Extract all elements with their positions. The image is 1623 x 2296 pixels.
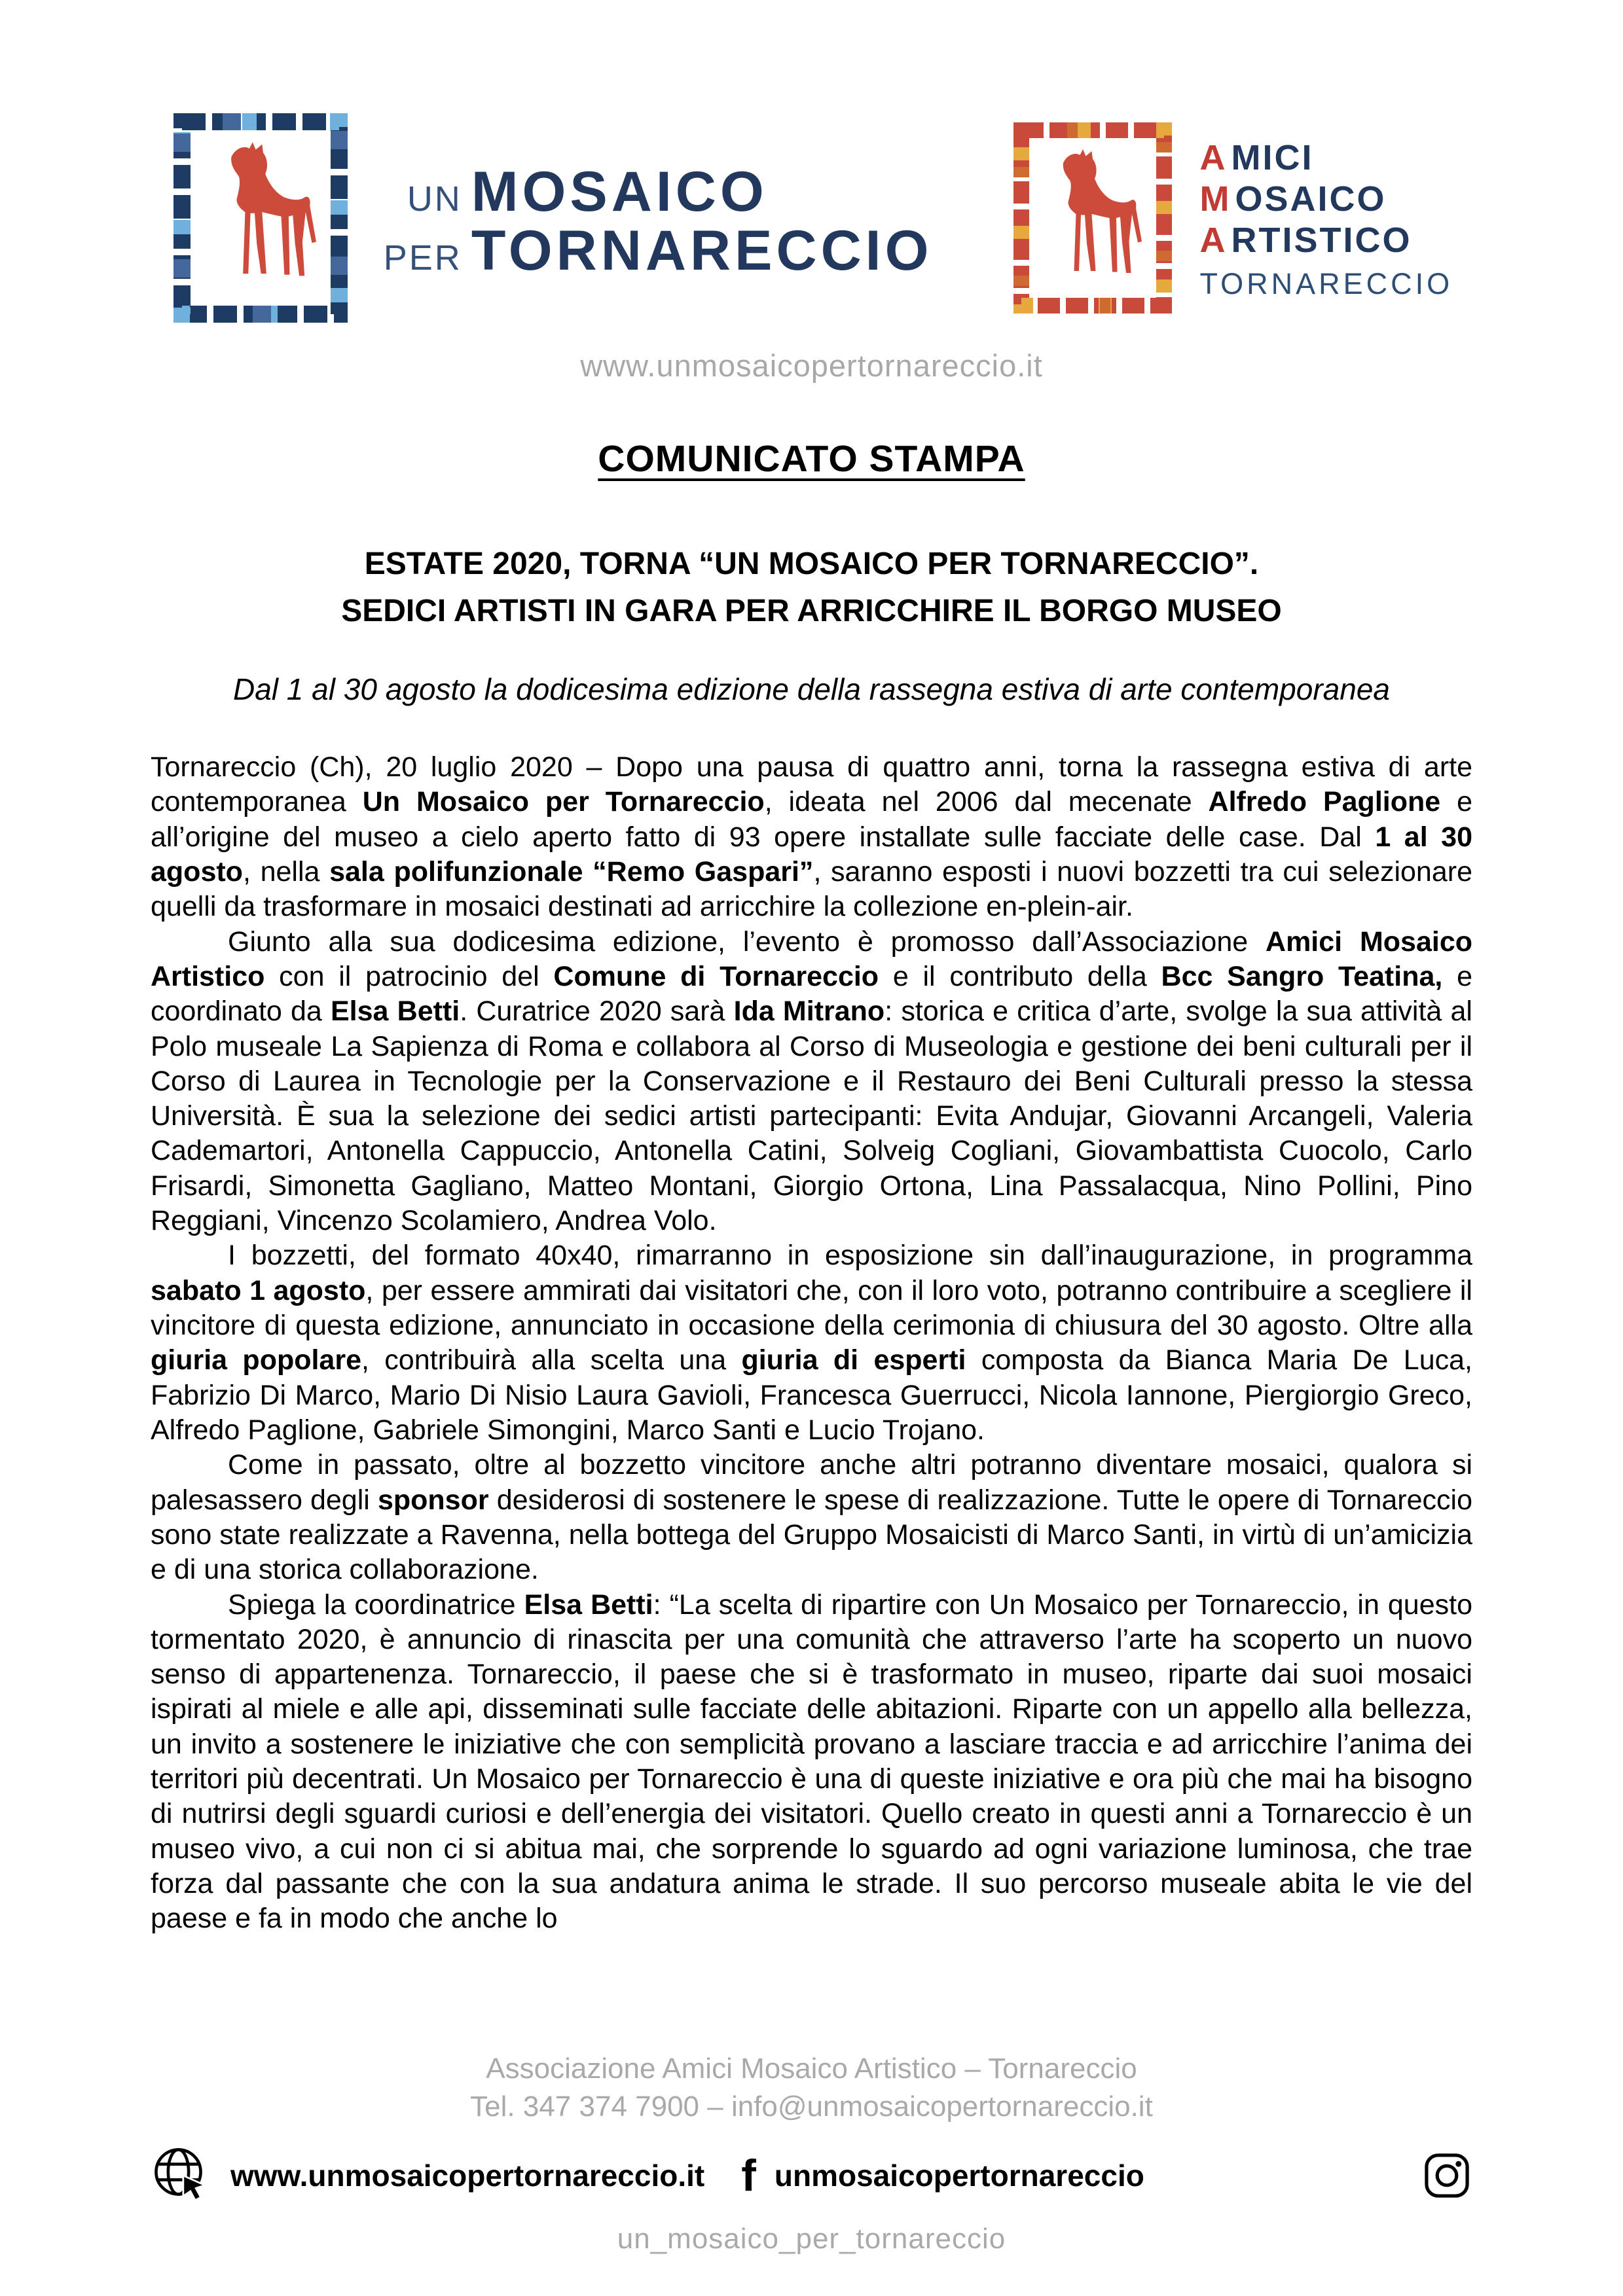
logo-word-tornareccio: TORNARECCIO [471,219,933,282]
logo-left-wordmark [378,160,933,282]
header [0,0,1623,384]
logo-word-mosaico: MOSAICO [471,160,768,223]
subtitle-italic: Dal 1 al 30 agosto la dodicesima edizione della rassegna estiva di arte contemporanea [233,672,1390,706]
footer [0,2050,1623,2255]
logo-initial: A [1199,138,1228,178]
logo-rest: RTISTICO [1231,220,1412,260]
mosaic-horse-blue-icon [170,110,351,329]
headline [151,541,1472,635]
footer-contact[interactable]: Tel. 347 374 7900 – info@unmosaicopertornareccio.it [470,2090,1153,2123]
footer-facebook-link[interactable]: unmosaicopertornareccio [774,2159,1144,2193]
red-horse-icon [231,142,316,276]
red-horse-icon [1063,149,1142,273]
footer-website-link[interactable]: www.unmosaicopertornareccio.it [230,2159,705,2193]
logo-rest: OSAICO [1235,179,1387,219]
mosaic-horse-warm-icon [1011,120,1175,319]
logo-word-un: UN [407,179,462,219]
press-release-body [151,437,1472,1937]
paragraph: Come in passato, oltre al bozzetto vincitore anche altri potranno diventare mosaici, qualora si palesassero degli sponsor desiderosi di sostenere le spese di realizzazione. Tutte le opere di Tornareccio sono state realizzate a Ravenna, nella bottega del Gruppo Mosaicisti di Marco Santi, in virtù di un’amicizia e di una storica collaborazione. [151,1449,1473,1586]
paragraph: I bozzetti, del formato 40x40, rimarranno in esposizione sin dall’inaugurazione, in programma sabato 1 agosto, per essere ammirati dai visitatori che, con il loro voto, potranno contribuire a scegliere il vincitore di questa edizione, annunciato in occasione della cerimonia di chiusura del 30 agosto. Oltre alla giuria popolare, contribuirà alla scelta una giuria di esperti composta da Bianca Maria De Luca, Fabrizio Di Marco, Mario Di Nisio Laura Gavioli, Francesca Guerrucci, Nicola Iannone, Piergiorgio Greco, Alfredo Paglione, Gabriele Simongini, Marco Santi e Lucio Trojano. [151,1240,1472,1446]
logo-initial: M [1199,179,1231,219]
instagram-icon[interactable] [1423,2151,1471,2200]
body-paragraphs [151,750,1472,1937]
logo-un-mosaico-per-tornareccio [170,110,933,329]
globe-cursor-icon [152,2145,212,2206]
logo-row [0,0,1623,329]
logo-right-wordmark [1199,137,1453,301]
paragraph: Spiega la coordinatrice Elsa Betti: “La scelta di ripartire con Un Mosaico per Tornareccio, in questo tormentato 2020, è annuncio di rinascita per una comunità che attraverso l’arte ha scoperto un nuovo senso di appartenenza. Tornareccio, il paese che si è trasformato in museo, riparte dai suoi mosaici ispirati al miele e alle api, disseminati sulle facciate delle abitazioni. Riparte con un appello alla bellezza, un invito a sostenere le iniziative che con semplicità provano a lasciare traccia e ad arricchire l’anima dei territori più decentrati. Un Mosaico per Tornareccio è una di queste iniziative e ora più che mai ha bisogno di nutrirsi degli sguardi curiosi e dell’energia dei visitatori. Quello creato in questi anni a Tornareccio è un museo vivo, a cui non ci si abitua mai, che sorprende lo sguardo ad ogni variazione luminosa, che trae forza dal passante che con la sua andatura anima le strade. Il suo percorso museale abita le vie del paese e fa in modo che anche lo [151,1588,1472,1935]
paragraph: Giunto alla sua dodicesima edizione, l’evento è promosso dall’Associazione Amici Mosaico Artistico con il patrocinio del Comune di Tornareccio e il contributo della Bcc Sangro Teatina, e coordinato da Elsa Betti. Curatrice 2020 sarà Ida Mitrano: storica e critica d’arte, svolge la sua attività al Polo museale La Sapienza di Roma e collabora al Corso di Museologia e gestione dei beni culturali per il Corso di Laurea in Tecnologie per la Conservazione e il Restauro dei Beni Culturali presso la stessa Università. È sua la selezione dei sedici artisti partecipanti: Evita Andujar, Giovanni Arcangeli, Valeria Cademartori, Antonella Cappuccio, Antonella Catini, Solveig Cogliani, Giovambattista Cuocolo, Carlo Frisardi, Simonetta Gagliano, Matteo Montani, Giorgio Ortona, Lina Passalacqua, Nino Pollini, Pino Reggiani, Vincenzo Scolamiero, Andrea Volo. [151,925,1473,1237]
logo-rest: MICI [1231,138,1314,178]
page-title: COMUNICATO STAMPA [598,438,1025,480]
logo-word-per: PER [383,238,462,278]
logo-amici-mosaico-artistico [1011,120,1453,319]
paragraph: Tornareccio (Ch), 20 luglio 2020 – Dopo una pausa di quattro anni, torna la rassegna estiva di arte contemporanea Un Mosaico per Tornareccio, ideata nel 2006 dal mecenate Alfredo Paglione e all’origine del museo a cielo aperto fatto di 93 opere installate sulle facciate delle case. Dal 1 al 30 agosto, nella sala polifunzionale “Remo Gaspari”, saranno esposti i nuovi bozzetti tra cui selezionare quelli da trasformare in mosaici destinati ad arricchire la collezione en-plein-air. [151,751,1472,923]
footer-instagram-handle[interactable]: un_mosaico_per_tornareccio [617,2223,1006,2255]
footer-association: Associazione Amici Mosaico Artistico – Tornareccio [486,2052,1137,2085]
header-website-url[interactable]: www.unmosaicopertornareccio.it [580,348,1043,383]
logo-initial: A [1199,220,1228,260]
headline-line1: ESTATE 2020, TORNA “UN MOSAICO PER TORNARECCIO”. [364,547,1259,581]
facebook-f-icon[interactable]: f [741,2151,756,2200]
headline-line2: SEDICI ARTISTI IN GARA PER ARRICCHIRE IL BORGO MUSEO [341,594,1282,628]
footer-social-row [0,2145,1623,2206]
logo-subtitle-tornareccio: TORNARECCIO [1199,267,1453,301]
